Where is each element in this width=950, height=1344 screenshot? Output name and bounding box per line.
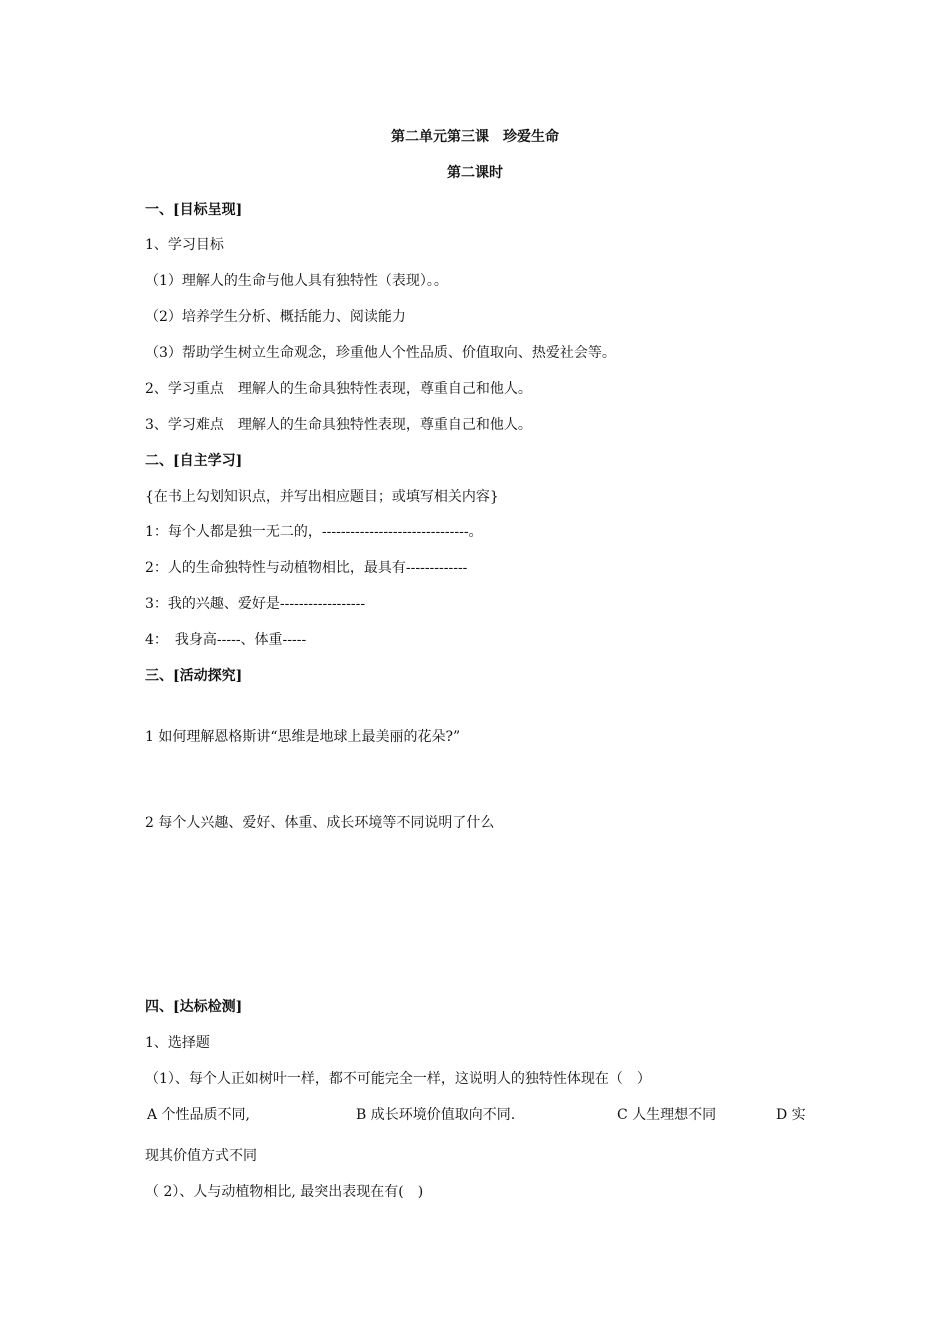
- self-study-item: 2：人的生命独特性与动植物相比，最具有-------------: [145, 560, 468, 576]
- self-study-instruction: {在书上勾划知识点，并写出相应题目；或填写相关内容}: [145, 489, 499, 505]
- goals-label: 1、学习目标: [145, 237, 224, 253]
- goal-item: （2）培养学生分析、概括能力、阅读能力: [145, 309, 406, 325]
- difficulty-point: 3、学习难点 理解人的生命具独特性表现，尊重自己和他人。: [145, 417, 532, 433]
- section3-heading: 三、[活动探究]: [145, 668, 243, 684]
- section2-heading: 二、[自主学习]: [145, 453, 243, 469]
- option-a: A 个性品质不同,: [147, 1107, 251, 1123]
- option-c: C 人生理想不同: [617, 1107, 717, 1123]
- activity-question: 2 每个人兴趣、爱好、体重、成长环境等不同说明了什么: [145, 815, 495, 831]
- self-study-item: 4： 我身高-----、体重-----: [145, 632, 307, 648]
- self-study-item: 1：每个人都是独一无二的，-------------------------------。: [145, 524, 483, 540]
- question-1: （1）、每个人正如树叶一样，都不可能完全一样，这说明人的独特性体现在（ ）: [145, 1071, 651, 1087]
- option-b: B 成长环境价值取向不同.: [356, 1107, 516, 1123]
- goal-item: （1）理解人的生命与他人具有独特性（表现）。。: [145, 273, 448, 289]
- section4-heading: 四、[达标检测]: [145, 999, 243, 1015]
- choice-label: 1、选择题: [145, 1035, 210, 1051]
- section1-heading: 一、[目标呈现]: [145, 202, 243, 218]
- key-point: 2、学习重点 理解人的生命具独特性表现，尊重自己和他人。: [145, 381, 532, 397]
- page-subtitle: 第二课时: [447, 165, 503, 181]
- goal-item: （3）帮助学生树立生命观念，珍重他人个性品质、价值取向、热爱社会等。: [145, 345, 616, 361]
- question-2: （ 2）、人与动植物相比, 最突出表现在有( ): [145, 1184, 424, 1200]
- option-d: D 实: [776, 1107, 806, 1123]
- option-d-continued: 现其价值方式不同: [145, 1148, 257, 1164]
- activity-question: 1 如何理解恩格斯讲“思维是地球上最美丽的花朵?”: [145, 729, 461, 745]
- self-study-item: 3：我的兴趣、爱好是------------------: [145, 596, 366, 612]
- page-title: 第二单元第三课 珍爱生命: [391, 129, 559, 145]
